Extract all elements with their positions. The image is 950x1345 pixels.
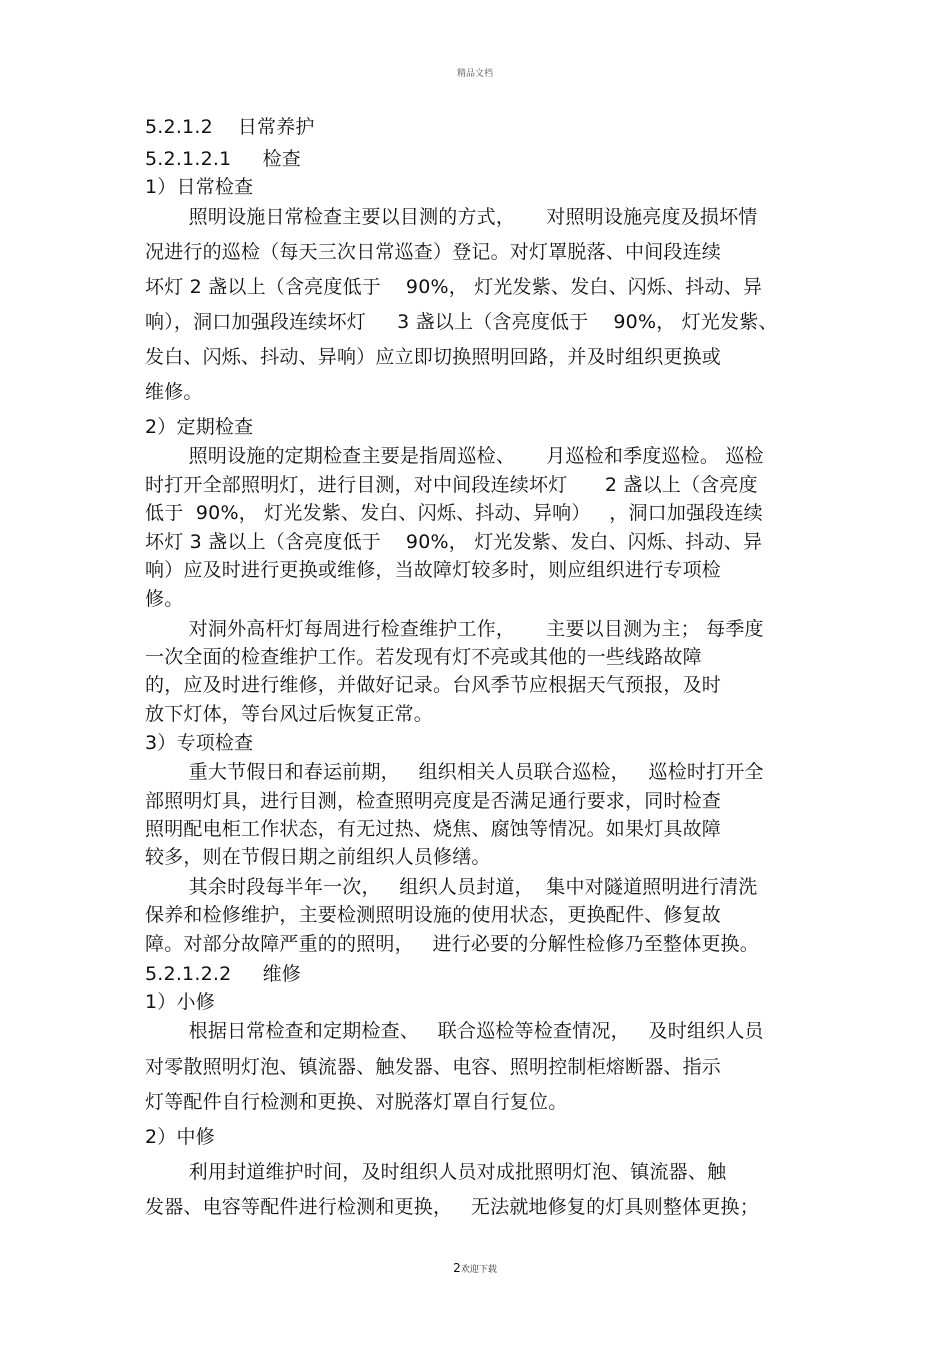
page-number: 2 [453,1261,461,1275]
page-footer [0,1261,950,1275]
text-line: 况进行的巡检（每天三次日常巡查）登记。对灯罩脱落、中间段连续 [145,241,722,263]
text-line: 1）日常检查 [145,176,254,198]
text-line: 对零散照明灯泡、镇流器、触发器、电容、照明控制柜熔断器、指示 [145,1056,722,1078]
text-line: 照明设施日常检查主要以目测的方式， 对照明设施亮度及损坏情 [145,206,758,228]
text-line: 照明设施的定期检查主要是指周巡检、 月巡检和季度巡检。 巡检 [145,445,764,467]
text-line: 照明配电柜工作状态，有无过热、烧焦、腐蚀等情况。如果灯具故障 [145,818,722,840]
text-line: 响），洞口加强段连续坏灯 3 盏以上（含亮度低于 90%， 灯光发紫、 [145,311,778,333]
text-line: 1）小修 [145,991,215,1013]
text-line: 维修。 [145,381,203,403]
text-line: 重大节假日和春运前期， 组织相关人员联合巡检， 巡检时打开全 [145,761,764,783]
text-line: 修。 [145,588,184,610]
text-line: 利用封道维护时间，及时组织人员对成批照明灯泡、镇流器、触 [145,1161,727,1183]
text-line: 3）专项检查 [145,732,254,754]
text-line: 坏灯 3 盏以上（含亮度低于 90%， 灯光发紫、发白、闪烁、抖动、异 [145,531,763,553]
text-line: 对洞外高杆灯每周进行检查维护工作， 主要以目测为主； 每季度 [145,618,764,640]
text-line: 5.2.1.2.1 检查 [145,148,301,170]
text-line: 坏灯 2 盏以上（含亮度低于 90%， 灯光发紫、发白、闪烁、抖动、异 [145,276,763,298]
text-line: 5.2.1.2 日常养护 [145,116,315,138]
text-line: 保养和检修维护，主要检测照明设施的使用状态，更换配件、修复故 [145,904,722,926]
text-line: 时打开全部照明灯，进行目测，对中间段连续坏灯 2 盏以上（含亮度 [145,474,758,496]
footer-text: 欢迎下载 [460,1265,497,1275]
text-line: 的，应及时进行维修，并做好记录。台风季节应根据天气预报，及时 [145,674,722,696]
text-line: 较多，则在节假日期之前组织人员修缮。 [145,846,491,868]
text-line: 放下灯体，等台风过后恢复正常。 [145,703,434,725]
text-line: 其余时段每半年一次， 组织人员封道， 集中对隧道照明进行清洗 [145,876,758,898]
text-line: 部照明灯具，进行目测，检查照明亮度是否满足通行要求，同时检查 [145,790,722,812]
text-line: 灯等配件自行检测和更换、对脱落灯罩自行复位。 [145,1091,568,1113]
text-line: 发器、电容等配件进行检测和更换， 无法就地修复的灯具则整体更换； [145,1196,759,1218]
text-line: 障。对部分故障严重的的照明， 进行必要的分解性检修乃至整体更换。 [145,933,759,955]
text-line: 发白、闪烁、抖动、异响）应立即切换照明回路，并及时组织更换或 [145,346,722,368]
text-line: 2）中修 [145,1126,215,1148]
text-line: 响）应及时进行更换或维修，当故障灯较多时，则应组织进行专项检 [145,559,722,581]
text-line: 低于 90%， 灯光发紫、发白、闪烁、抖动、异响） ，洞口加强段连续 [145,502,763,524]
page-header: 精品文档 [456,69,493,79]
text-line: 根据日常检查和定期检查、 联合巡检等检查情况， 及时组织人员 [145,1020,764,1042]
text-line: 一次全面的检查维护工作。若发现有灯不亮或其他的一些线路故障 [145,646,702,668]
text-line: 5.2.1.2.2 维修 [145,963,301,985]
text-line: 2）定期检查 [145,416,254,438]
